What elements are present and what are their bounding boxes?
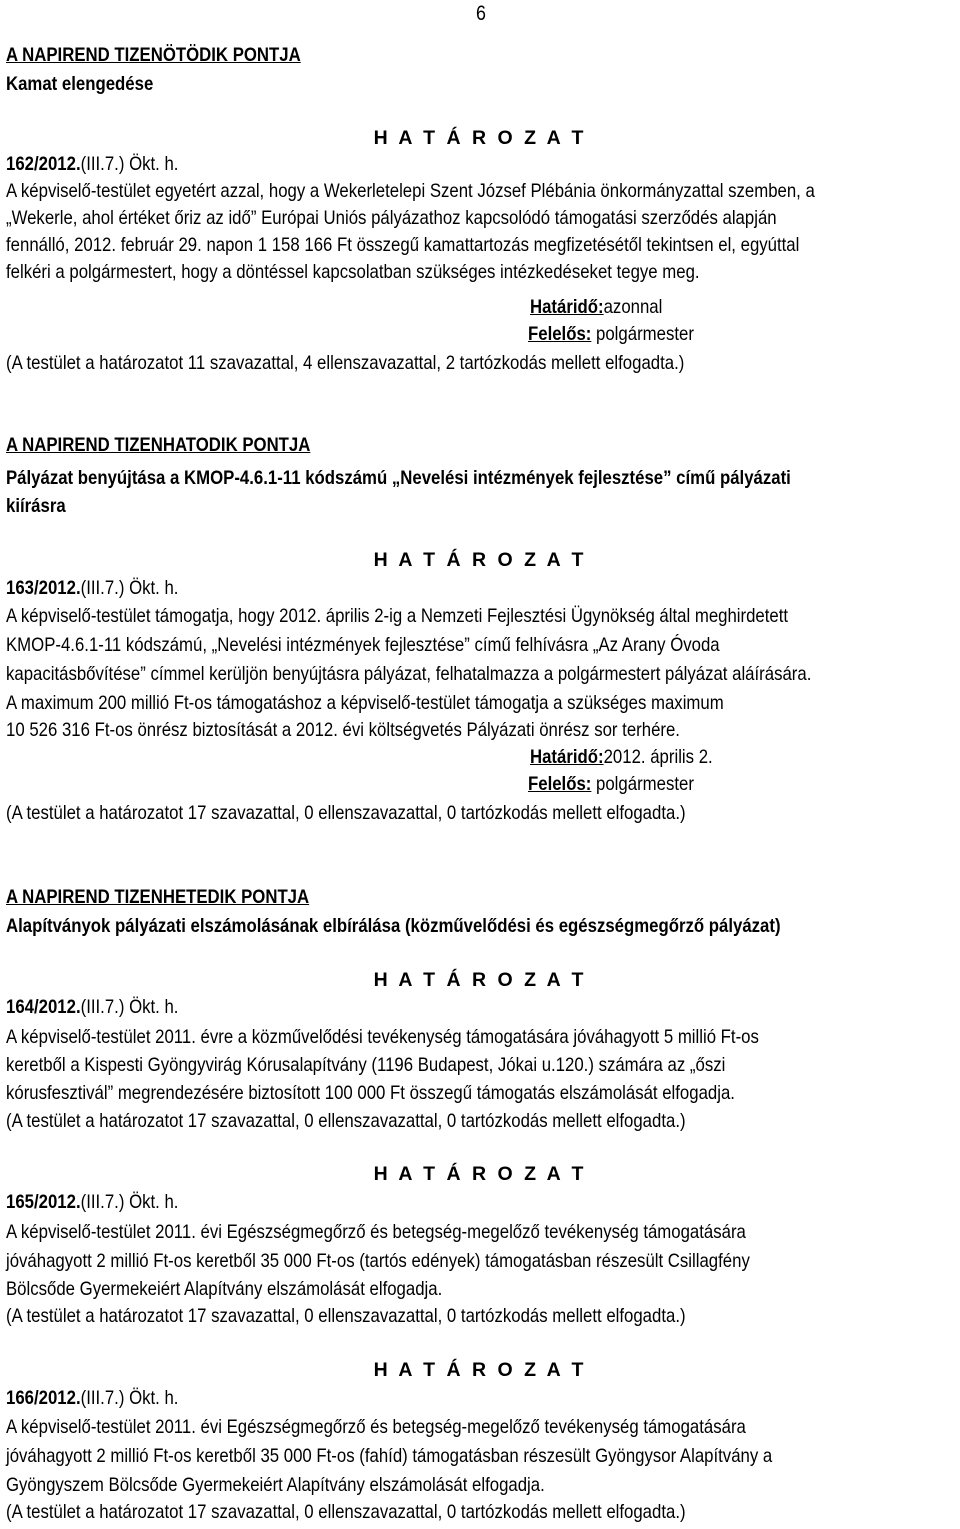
vote-result: (A testület a határozatot 17 szavazattal, 0 ellenszavazattal, 0 tartózkodás mellett elfogadta.) — [6, 1305, 686, 1327]
deadline-row — [530, 746, 713, 769]
resolution-text-line: keretből a Kispesti Gyöngyvirág Kórusalapítvány (1196 Budapest, Jókai u.120.) számára az „őszi — [6, 1054, 726, 1076]
responsible-label: Felelős: — [528, 773, 592, 795]
resolution-ref — [6, 153, 178, 176]
resolution-text-line: „Wekerle, ahol értéket őriz az idő” Európai Uniós pályázathoz kapcsolódó támogatási szerződés alapján — [6, 207, 777, 229]
deadline-value: azonnal — [603, 296, 663, 318]
section-heading: A NAPIREND TIZENHATODIK PONTJA — [6, 434, 311, 456]
vote-result: (A testület a határozatot 17 szavazattal, 0 ellenszavazattal, 0 tartózkodás mellett elfogadta.) — [6, 802, 686, 824]
responsible-value: polgármester — [596, 323, 694, 345]
deadline-label: Határidő: — [530, 746, 604, 768]
vote-result: (A testület a határozatot 17 szavazattal, 0 ellenszavazattal, 0 tartózkodás mellett elfogadta.) — [6, 1501, 686, 1523]
resolution-ref — [6, 996, 178, 1019]
resolution-text-line: A képviselő-testület 2011. évre a közművelődési tevékenység támogatására jóváhagyott 5 millió Ft-os — [6, 1026, 759, 1048]
resolution-text-line: A képviselő-testület 2011. évi Egészségmegőrző és betegség-megelőző tevékenység támogatására — [6, 1221, 746, 1243]
section-heading: A NAPIREND TIZENHETEDIK PONTJA — [6, 886, 310, 908]
section-heading: A NAPIREND TIZENÖTÖDIK PONTJA — [6, 44, 301, 66]
resolution-text-line: fennálló, 2012. február 29. napon 1 158 166 Ft összegű kamattartozás megfizetésétől tekintsen el, egyúttal — [6, 234, 800, 256]
responsible-value: polgármester — [596, 773, 694, 795]
resolution-text-line: A képviselő-testület 2011. évi Egészségmegőrző és betegség-megelőző tevékenység támogatására — [6, 1416, 746, 1438]
resolution-suffix: (III.7.) Ökt. h. — [80, 1191, 179, 1213]
section-subject-line: kiírásra — [6, 495, 66, 517]
deadline-row — [530, 296, 662, 319]
responsible-row — [528, 323, 694, 346]
section-subject: Kamat elengedése — [6, 73, 154, 95]
resolution-text-line: A képviselő-testület támogatja, hogy 2012. április 2-ig a Nemzeti Fejlesztési Ügynökség által meghirdetett — [6, 605, 789, 627]
resolution-label: H A T Á R O Z A T — [373, 549, 587, 571]
resolution-number: 165/2012. — [6, 1191, 81, 1213]
section-subject: Alapítványok pályázati elszámolásának elbírálása (közművelődési és egészségmegőrző pályázat) — [6, 915, 781, 937]
resolution-text-line: Gyöngyszem Bölcsőde Gyermekeiért Alapítvány elszámolását elfogadja. — [6, 1474, 545, 1496]
deadline-label: Határidő: — [530, 296, 604, 318]
resolution-suffix: (III.7.) Ökt. h. — [80, 996, 179, 1018]
resolution-label: H A T Á R O Z A T — [373, 1163, 587, 1185]
resolution-text-line: kapacitásbővítése” címmel kerüljön benyújtásra pályázat, felhatalmazza a polgármestert pályázat aláírására. — [6, 663, 812, 685]
resolution-text-line: A képviselő-testület egyetért azzal, hogy a Wekerletelepi Szent József Plébánia önkormányzattal szemben, a — [6, 180, 815, 202]
resolution-text-line: Bölcsőde Gyermekeiért Alapítvány elszámolását elfogadja. — [6, 1278, 443, 1300]
resolution-text-line: A maximum 200 millió Ft-os támogatáshoz a képviselő-testület támogatja a szükséges maximum — [6, 692, 724, 714]
resolution-label: H A T Á R O Z A T — [373, 1359, 587, 1381]
responsible-label: Felelős: — [528, 323, 592, 345]
responsible-row — [528, 773, 694, 796]
resolution-label: H A T Á R O Z A T — [373, 969, 587, 991]
resolution-ref — [6, 1387, 178, 1410]
page-number: 6 — [476, 2, 486, 25]
vote-result: (A testület a határozatot 11 szavazattal, 4 ellenszavazattal, 2 tartózkodás mellett elfogadta.) — [6, 352, 685, 374]
resolution-number: 163/2012. — [6, 577, 81, 599]
resolution-ref — [6, 1191, 178, 1214]
resolution-number: 162/2012. — [6, 153, 81, 175]
resolution-text-line: 10 526 316 Ft-os önrész biztosítását a 2012. évi költségvetés Pályázati önrész sor terhére. — [6, 719, 680, 741]
resolution-text-line: felkéri a polgármestert, hogy a döntéssel kapcsolatban szükséges intézkedéseket tegye meg. — [6, 261, 700, 283]
resolution-label: H A T Á R O Z A T — [373, 127, 587, 149]
resolution-number: 166/2012. — [6, 1387, 81, 1409]
resolution-suffix: (III.7.) Ökt. h. — [80, 153, 179, 175]
resolution-number: 164/2012. — [6, 996, 81, 1018]
resolution-suffix: (III.7.) Ökt. h. — [80, 577, 179, 599]
resolution-text-line: jóváhagyott 2 millió Ft-os keretből 35 000 Ft-os (fahíd) támogatásban részesült Gyöngysor Alapítvány a — [6, 1445, 773, 1467]
deadline-value: 2012. április 2. — [603, 746, 713, 768]
resolution-text-line: jóváhagyott 2 millió Ft-os keretből 35 000 Ft-os (tartós edények) támogatásban részesült Csillagfény — [6, 1250, 750, 1272]
section-subject-line: Pályázat benyújtása a KMOP-4.6.1-11 kódszámú „Nevelési intézmények fejlesztése” című pályázati — [6, 467, 791, 489]
resolution-suffix: (III.7.) Ökt. h. — [80, 1387, 179, 1409]
resolution-text-line: kórusfesztivál” megrendezésére biztosított 100 000 Ft összegű támogatás elszámolását elfogadja. — [6, 1082, 735, 1104]
resolution-text-line: KMOP-4.6.1-11 kódszámú, „Nevelési intézmények fejlesztése” című felhívásra „Az Arany Óvoda — [6, 634, 720, 656]
vote-result: (A testület a határozatot 17 szavazattal, 0 ellenszavazattal, 0 tartózkodás mellett elfogadta.) — [6, 1110, 686, 1132]
resolution-ref — [6, 577, 178, 600]
